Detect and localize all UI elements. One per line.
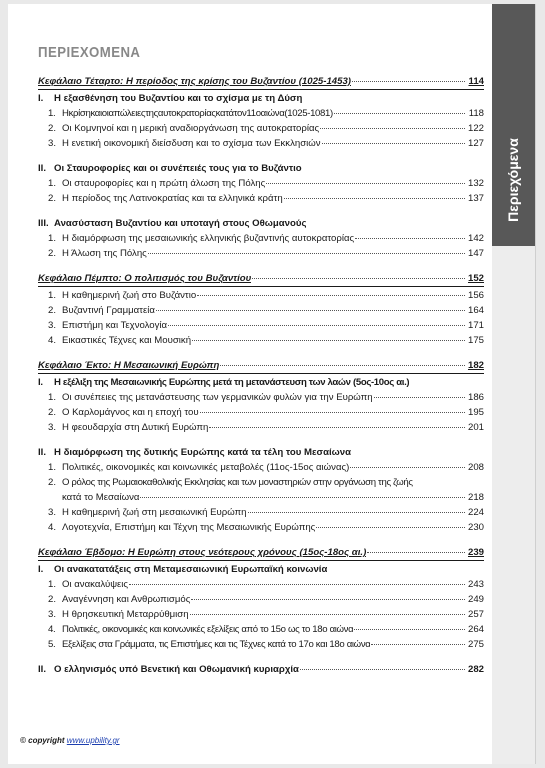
page-number: 156 [467, 290, 484, 301]
leader-dots [192, 340, 465, 341]
toc-item[interactable] [38, 303, 484, 318]
page-number: 114 [468, 76, 484, 87]
item-number: 1. [48, 392, 57, 403]
item-title: Πολιτικές, οικονομικές και κοινωνικές εξελίξεις από το 15ο ως το 18ο αιώνα [62, 624, 354, 635]
item-title: Οι σταυροφορίες και η πρώτη άλωση της Πόλης [62, 178, 266, 189]
item-title: Ηκρίσηκαιοιαπώλειεςτηςαυτοκρατορίαςκατάτον11οαιώνα(1025-1081) [62, 108, 333, 119]
toc-title: ΠΕΡΙΕΧΟΜΕΝΑ [38, 44, 141, 61]
leader-dots [209, 427, 465, 428]
section-number: II. [38, 163, 46, 174]
section-title: Η εξέλιξη της Μεσαιωνικής Ευρώπης μετά τη μετανάστευση των λαών (5ος-10ος αι.) [54, 377, 410, 388]
leader-dots [191, 599, 465, 600]
leader-dots [352, 81, 465, 82]
item-title: Βυζαντινή Γραμματεία [62, 305, 155, 316]
section-number: I. [38, 377, 43, 388]
section-heading[interactable] [38, 161, 484, 176]
item-number: 1. [48, 462, 57, 473]
page-number: 224 [467, 507, 484, 518]
document-page [8, 4, 536, 764]
toc-item[interactable] [38, 288, 484, 303]
page-number: 239 [467, 547, 484, 558]
item-title: Η ενετική οικονομική διείσδυση και το σχίσμα των Εκκλησιών [62, 138, 321, 149]
toc-item[interactable] [38, 191, 484, 206]
toc-item[interactable] [38, 592, 484, 607]
section-heading[interactable] [38, 562, 484, 577]
page-number: 257 [467, 609, 484, 620]
item-number: 5. [48, 639, 56, 650]
leader-dots [374, 397, 465, 398]
item-title: Η καθημερινή ζωή στη μεσαιωνική Ευρώπη [62, 507, 247, 518]
page-number: 171 [467, 320, 484, 331]
section-title: Ανασύσταση Βυζαντίου και υποταγή στους Οθωμανούς [54, 218, 307, 229]
leader-dots [266, 183, 465, 184]
item-number: 2. [48, 594, 57, 605]
section-heading[interactable] [38, 216, 484, 231]
item-title: Η φεουδαρχία στη Δυτική Ευρώπη [62, 422, 209, 433]
leader-dots [190, 614, 465, 615]
item-number: 4. [48, 335, 57, 346]
item-title: Αναγέννηση και Ανθρωπισμός [62, 594, 191, 605]
page-number: 201 [467, 422, 484, 433]
chapter-rule [38, 89, 484, 90]
leader-dots [220, 365, 465, 366]
toc-item[interactable] [38, 390, 484, 405]
item-title: Οι συνέπειες της μετανάστευσης των γερμανικών φυλών για την Ευρώπη [62, 392, 373, 403]
item-title: Επιστήμη και Τεχνολογία [62, 320, 168, 331]
section-number: II. [38, 447, 46, 458]
item-number: 3. [48, 609, 57, 620]
chapter-rule [38, 373, 484, 374]
leader-dots [156, 310, 465, 311]
section-number: II. [38, 664, 46, 675]
chapter-rule [38, 560, 484, 561]
chapter-heading[interactable] [38, 545, 484, 560]
leader-dots [168, 325, 465, 326]
page-number: 152 [467, 273, 484, 284]
page-number: 195 [467, 407, 484, 418]
item-number: 2. [48, 193, 57, 204]
toc-item[interactable] [38, 136, 484, 151]
page-number: 142 [467, 233, 484, 244]
chapter-heading[interactable] [38, 271, 484, 286]
section-number: III. [38, 218, 49, 229]
leader-dots [316, 527, 465, 528]
leader-dots [322, 143, 465, 144]
page-number: 243 [467, 579, 484, 590]
item-number: 4. [48, 624, 56, 635]
toc-item[interactable] [38, 637, 484, 652]
item-number: 1. [48, 108, 56, 119]
leader-dots [371, 644, 465, 645]
section-heading[interactable] [38, 662, 484, 677]
item-number: 1. [48, 290, 57, 301]
page-number: 208 [467, 462, 484, 473]
website-link[interactable]: www.upbility.gr [66, 736, 120, 745]
leader-dots [140, 497, 465, 498]
item-number: 2. [48, 248, 57, 259]
page-number: 218 [467, 492, 484, 503]
item-title: Η Άλωση της Πόλης [62, 248, 147, 259]
item-title: Λογοτεχνία, Επιστήμη και Τέχνη της Μεσαιωνικής Ευρώπης [62, 522, 316, 533]
chapter-heading[interactable] [38, 74, 484, 89]
page-number: 282 [467, 664, 484, 675]
leader-dots [320, 128, 465, 129]
toc-item[interactable] [38, 577, 484, 592]
section-title: Οι ανακατατάξεις στη Μεταμεσαιωνική Ευρωπαϊκή κοινωνία [54, 564, 328, 575]
toc-item[interactable] [38, 121, 484, 136]
item-title: Ο ρόλος της Ρωμαιοκαθολικής Εκκλησίας και των μοναστηριών στην οργάνωση της ζωής [62, 477, 413, 488]
leader-dots [148, 253, 465, 254]
leader-dots [300, 669, 465, 670]
page-number: 122 [467, 123, 484, 134]
toc-item[interactable] [38, 231, 484, 246]
leader-dots [355, 238, 465, 239]
toc-item[interactable] [38, 106, 484, 121]
section-heading[interactable] [38, 91, 484, 106]
toc-item[interactable] [38, 505, 484, 520]
toc-item[interactable] [38, 460, 484, 475]
page-number: 230 [467, 522, 484, 533]
item-title: Πολιτικές, οικονομικές και κοινωνικές μεταβολές (11ος-15ος αιώνας) [62, 462, 350, 473]
page-number: 147 [467, 248, 484, 259]
toc-item[interactable] [38, 318, 484, 333]
item-number: 3. [48, 320, 57, 331]
side-tab-header [492, 4, 535, 246]
leader-dots [367, 552, 465, 553]
leader-dots [197, 295, 465, 296]
item-title: Ο Καρλομάγνος και η εποχή του [62, 407, 199, 418]
item-number: 2. [48, 407, 57, 418]
section-number: I. [38, 564, 44, 575]
toc-item[interactable] [38, 607, 484, 622]
item-title: Εικαστικές Τέχνες και Μουσική [62, 335, 192, 346]
section-heading[interactable] [38, 375, 484, 390]
leader-dots [252, 278, 465, 279]
side-tab-label: Περιεχόμενα [505, 138, 521, 222]
item-title: Η καθημερινή ζωή στο Βυζάντιο [62, 290, 197, 301]
item-title: Η διαμόρφωση της μεσαιωνικής ελληνικής βυζαντινής αυτοκρατορίας [62, 233, 355, 244]
item-number: 2. [48, 477, 57, 488]
item-title: Εξελίξεις στα Γράμματα, τις Επιστήμες και τις Τέχνες κατά το 17ο και 18ο αιώνα [62, 639, 371, 650]
toc-item[interactable] [38, 420, 484, 435]
page-number: 137 [467, 193, 484, 204]
side-tab [492, 4, 535, 764]
item-number: 1. [48, 178, 57, 189]
leader-dots [350, 467, 465, 468]
leader-dots [284, 198, 465, 199]
leader-dots [248, 512, 465, 513]
section-number: I. [38, 93, 44, 104]
section-title: Οι Σταυροφορίες και οι συνέπειές τους για το Βυζάντιο [54, 163, 302, 174]
section-title: Η εξασθένηση του Βυζαντίου και το σχίσμα με τη Δύση [54, 93, 303, 104]
toc-item[interactable] [38, 520, 484, 535]
page-number: 127 [467, 138, 484, 149]
item-number: 4. [48, 522, 57, 533]
toc-item[interactable] [38, 246, 484, 261]
toc-item[interactable] [38, 475, 484, 505]
item-title: Οι ανακαλύψεις [62, 579, 129, 590]
toc-item[interactable] [38, 176, 484, 191]
page-number: 275 [467, 639, 484, 650]
leader-dots [354, 629, 465, 630]
section-title: Ο ελληνισμός υπό Βενετική και Οθωμανική κυριαρχία [54, 664, 299, 675]
item-number: 3. [48, 422, 57, 433]
toc-item[interactable] [38, 622, 484, 637]
item-title-continued: κατά το Μεσαίωνα [62, 492, 140, 503]
page-number: 249 [467, 594, 484, 605]
copyright-text: © copyright [20, 736, 65, 745]
section-title: Η διαμόρφωση της δυτικής Ευρώπης κατά τα τέλη του Μεσαίωνα [54, 447, 352, 458]
copyright-footer [20, 736, 120, 745]
section-heading[interactable] [38, 445, 484, 460]
page-number: 182 [467, 360, 484, 371]
item-number: 3. [48, 138, 57, 149]
item-number: 1. [48, 579, 57, 590]
leader-dots [334, 113, 465, 114]
item-number: 2. [48, 123, 57, 134]
item-title: Η περίοδος της Λατινοκρατίας και τα ελληνικά κράτη [62, 193, 283, 204]
page-number: 118 [468, 108, 484, 119]
item-number: 1. [48, 233, 57, 244]
toc-item[interactable] [38, 405, 484, 420]
item-title: Οι Κομνηνοί και η μερική αναδιοργάνωση της αυτοκρατορίας [62, 123, 320, 134]
item-title: Η θρησκευτική Μεταρρύθμιση [62, 609, 189, 620]
page-number: 132 [467, 178, 484, 189]
chapter-label: Κεφάλαιο Πέμπτο: Ο πολιτισμός του Βυζαντίου [38, 273, 252, 284]
page-number: 175 [467, 335, 484, 346]
chapter-label: Κεφάλαιο Τέταρτο: Η περίοδος της κρίσης του Βυζαντίου (1025-1453) [38, 76, 352, 87]
chapter-label: Κεφάλαιο Έβδομο: Η Ευρώπη στους νεότερους χρόνους (15ος-18ος αι.) [38, 547, 367, 558]
chapter-rule [38, 286, 484, 287]
table-of-contents [38, 44, 484, 677]
leader-dots [129, 584, 465, 585]
toc-item[interactable] [38, 333, 484, 348]
page-number: 264 [467, 624, 484, 635]
item-number: 3. [48, 507, 57, 518]
leader-dots [200, 412, 465, 413]
chapter-heading[interactable] [38, 358, 484, 373]
chapter-label: Κεφάλαιο Έκτο: Η Μεσαιωνική Ευρώπη [38, 360, 220, 371]
page-number: 164 [467, 305, 484, 316]
item-number: 2. [48, 305, 57, 316]
page-number: 186 [467, 392, 484, 403]
